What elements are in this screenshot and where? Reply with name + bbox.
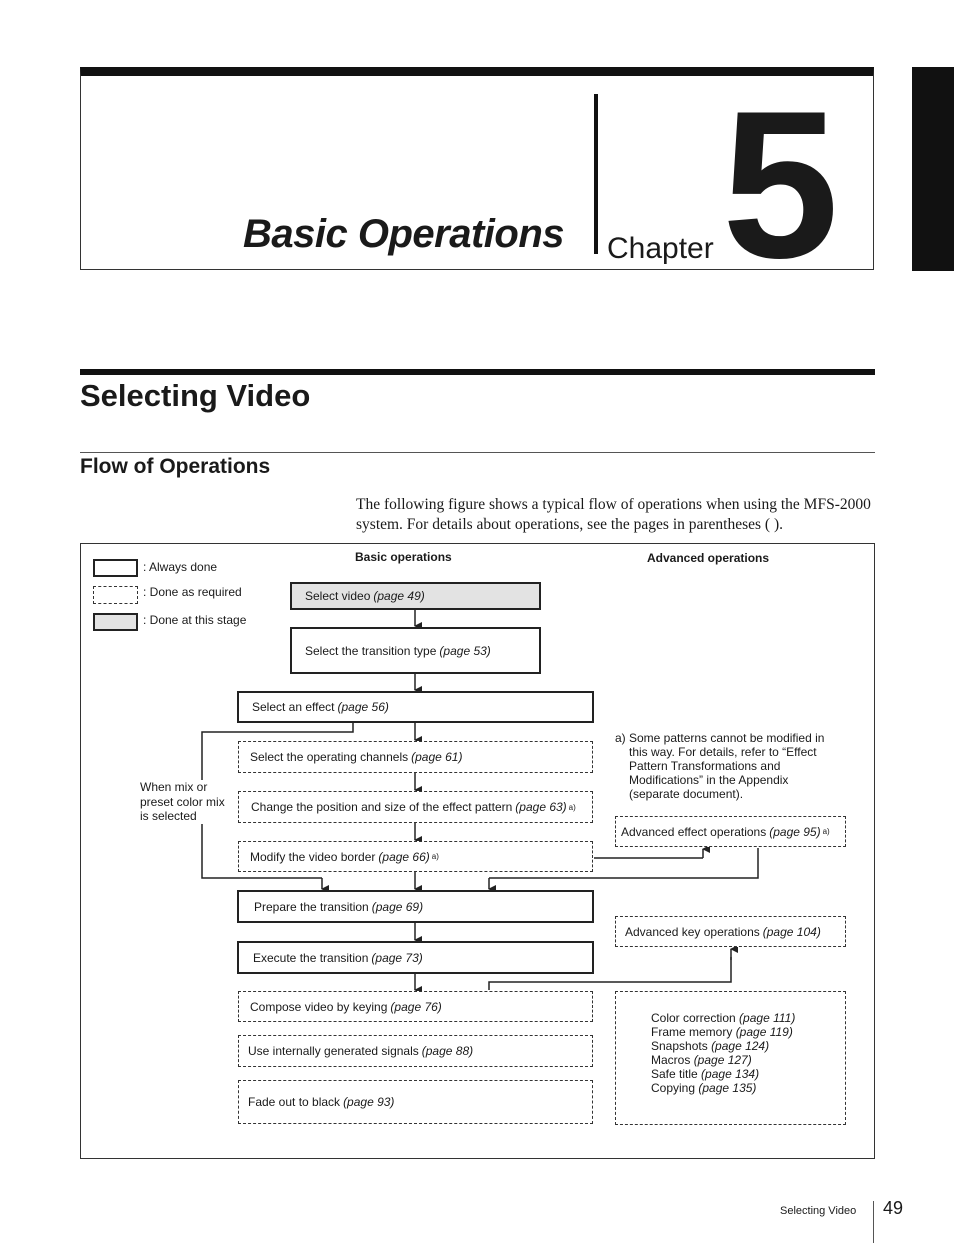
step-transition-type (290, 627, 541, 674)
adv-key-operations (615, 916, 846, 947)
step-page-ref: (page 56) (337, 700, 389, 714)
step-internal-signals (238, 1035, 593, 1067)
step-text: Advanced effect operations (621, 824, 767, 839)
footer-section-name: Selecting Video (780, 1205, 857, 1217)
step-text: Select video (305, 589, 371, 603)
chapter-number: 5 (722, 67, 833, 302)
other-op-item: Copying (page 135) (651, 1081, 757, 1095)
step-page-ref: (page 66) (378, 849, 430, 864)
step-text: Select the operating channels (250, 750, 409, 764)
step-text: Use internally generated signals (248, 1044, 419, 1058)
footnote-marker: a) (568, 802, 576, 812)
section-title: Selecting Video (80, 378, 311, 413)
footnote-marker: a) (822, 827, 830, 836)
other-op-item: Color correction (page 111) (651, 1011, 796, 1025)
footnote-marker: a) (615, 731, 626, 745)
footnote-marker: a) (431, 852, 439, 861)
step-text: Select the transition type (305, 643, 437, 658)
chapter-title: Basic Operations (243, 212, 565, 256)
step-text: Prepare the transition (254, 899, 369, 914)
step-page-ref: (page 76) (390, 999, 442, 1014)
step-page-ref: (page 95) (769, 824, 821, 839)
step-text: Compose video by keying (250, 999, 388, 1014)
step-page-ref: (page 53) (439, 643, 491, 658)
footer-divider (873, 1201, 874, 1243)
other-ops-list (651, 1011, 795, 1095)
legend-always-label: : Always done (143, 560, 218, 574)
intro-paragraph: The following figure shows a typical flow of operations when using the MFS-2000 system. For details about operations, see the pages in parentheses ( ). (356, 496, 871, 533)
step-keying (238, 991, 593, 1022)
subsection-title: Flow of Operations (80, 455, 271, 478)
chapter-label: Chapter (607, 232, 714, 265)
step-page-ref: (page 104) (762, 924, 821, 939)
step-text: Execute the transition (253, 950, 369, 965)
step-select-video (290, 582, 541, 610)
step-text: Advanced key operations (625, 924, 760, 939)
other-op-item: Frame memory (page 119) (651, 1025, 793, 1039)
step-prepare-transition (237, 890, 594, 923)
other-op-item: Snapshots (page 124) (651, 1039, 770, 1053)
step-fade-to-black (238, 1080, 593, 1124)
other-op-item: Safe title (page 134) (651, 1067, 760, 1081)
legend-required-label: : Done as required (143, 585, 242, 599)
step-page-ref: (page 49) (373, 589, 425, 603)
advanced-ops-header: Advanced operations (647, 551, 770, 565)
step-operating-channels (238, 741, 593, 773)
basic-ops-header: Basic operations (355, 550, 452, 564)
adv-effect-operations (615, 816, 846, 847)
legend-solid-symbol (93, 559, 138, 577)
legend-gray-symbol (93, 613, 138, 631)
footnote: a) Some patterns cannot be modified in this way. For details, refer to “Effect Pattern Transformations and Modifications” in the Appendix (separate document). (615, 731, 825, 801)
step-text: Modify the video border (250, 849, 376, 864)
step-position-size (238, 791, 593, 823)
step-page-ref: (page 93) (343, 1095, 395, 1109)
step-text: Fade out to black (248, 1095, 341, 1109)
mix-note: When mix or preset color mix is selected (140, 780, 225, 823)
legend-stage-label: : Done at this stage (143, 613, 247, 627)
step-page-ref: (page 61) (411, 750, 463, 764)
other-ops-box (615, 991, 846, 1125)
other-op-item: Macros (page 127) (651, 1053, 752, 1067)
step-page-ref: (page 73) (371, 950, 423, 965)
legend-dashed-symbol (93, 586, 138, 604)
step-text: Select an effect (252, 700, 335, 714)
step-page-ref: (page 63) (515, 800, 567, 814)
step-text: Change the position and size of the effect pattern (251, 800, 513, 814)
step-video-border (238, 841, 593, 872)
step-execute-transition (237, 941, 594, 974)
page-number: 49 (883, 1198, 904, 1218)
step-page-ref: (page 69) (371, 899, 424, 914)
step-page-ref: (page 88) (421, 1044, 474, 1058)
step-select-effect (237, 691, 594, 723)
